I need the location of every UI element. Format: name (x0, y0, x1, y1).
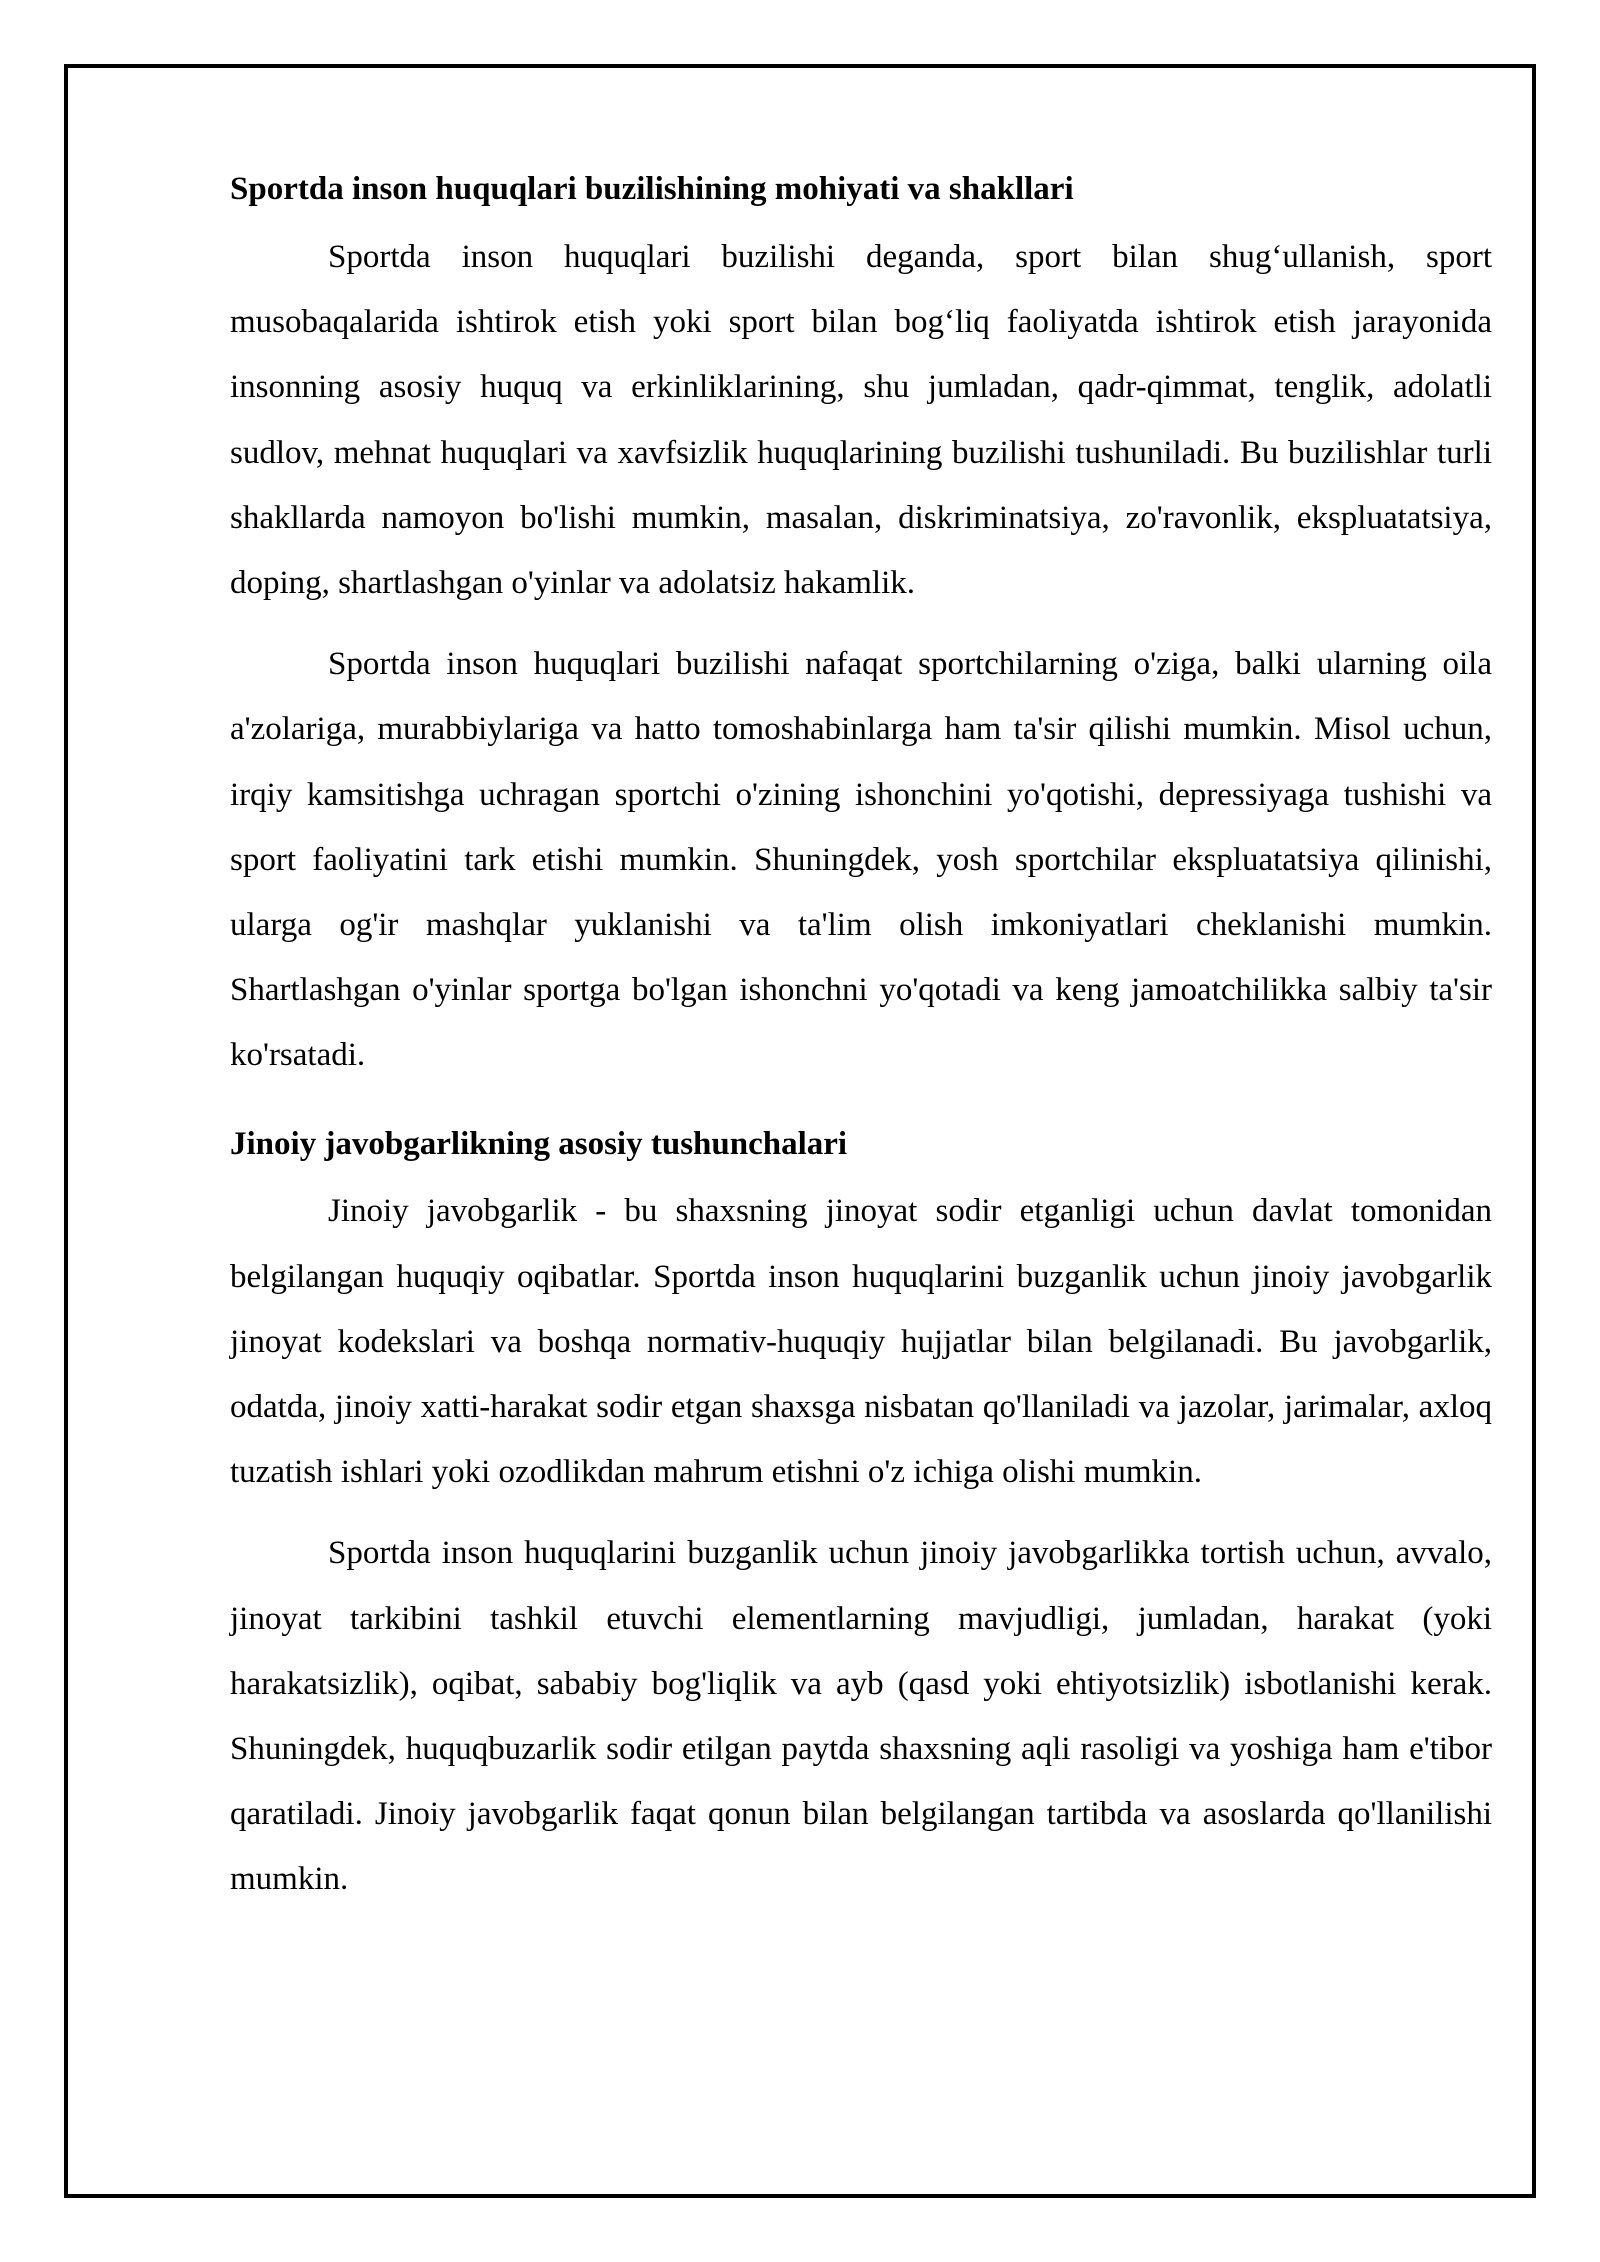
paragraph: Sportda inson huquqlarini buzganlik uchun jinoiy javobgarlikka tortish uchun, avvalo, jinoyat tarkibini tashkil etuvchi elementlarning mavjudligi, jumladan, harakat (yoki harakatsizlik), oqibat, sababiy bog'liqlik va ayb (qasd yoki ehtiyotsizlik) isbotlanishi kerak. Shuningdek, huquqbuzarlik sodir etilgan paytda shaxsning aqli rasoligi va yoshiga ham e'tibor qaratiladi. Jinoiy javobgarlik faqat qonun bilan belgilangan tartibda va asoslarda qo'llanilishi mumkin. (230, 1535, 1492, 1898)
paragraph: Sportda inson huquqlari buzilishi deganda, sport bilan shug‘ullanish, sport musobaqalarida ishtirok etish yoki sport bilan bog‘liq faoliyatda ishtirok etish jarayonida insonning asosiy huquq va erkinliklarining, shu jumladan, qadr-qimmat, tenglik, adolatli sudlov, mehnat huquqlari va xavfsizlik huquqlarining buzilishi tushuniladi. Bu buzilishlar turli shakllarda namoyon bo'lishi mumkin, masalan, diskriminatsiya, zo'ravonlik, ekspluatatsiya, doping, shartlashgan o'yinlar va adolatsiz hakamlik. (230, 238, 1492, 601)
section-heading: Jinoiy javobgarlikning asosiy tushunchalari (230, 1125, 848, 1162)
paragraph: Sportda inson huquqlari buzilishi nafaqat sportchilarning o'ziga, balki ularning oila a'zolariga, murabbiylariga va hatto tomoshabinlarga ham ta'sir qilishi mumkin. Misol uchun, irqiy kamsitishga uchragan sportchi o'zining ishonchini yo'qotishi, depressiyaga tushishi va sport faoliyatini tark etishi mumkin. Shuningdek, yosh sportchilar ekspluatatsiya qilinishi, ularga og'ir mashqlar yuklanishi va ta'lim olish imkoniyatlari cheklanishi mumkin. Shartlashgan o'yinlar sportga bo'lgan ishonchni yo'qotadi va keng jamoatchilikka salbiy ta'sir ko'rsatadi. (230, 646, 1492, 1074)
section-criminal-liability (230, 1123, 1492, 1913)
paragraph: Jinoiy javobgarlik - bu shaxsning jinoyat sodir etganligi uchun davlat tomonidan belgilangan huquqiy oqibatlar. Sportda inson huquqlarini buzganlik uchun jinoiy javobgarlik jinoyat kodekslari va boshqa normativ-huquqiy hujjatlar bilan belgilanadi. Bu javobgarlik, odatda, jinoiy xatti-harakat sodir etgan shaxsga nisbatan qo'llaniladi va jazolar, jarimalar, axloq tuzatish ishlari yoki ozodlikdan mahrum etishni o'z ichiga olishi mumkin. (230, 1193, 1492, 1491)
section-heading: Sportda inson huquqlari buzilishining mohiyati va shakllari (230, 171, 1074, 207)
document-body (230, 168, 1492, 1929)
section-human-rights-violations (230, 168, 1492, 1089)
